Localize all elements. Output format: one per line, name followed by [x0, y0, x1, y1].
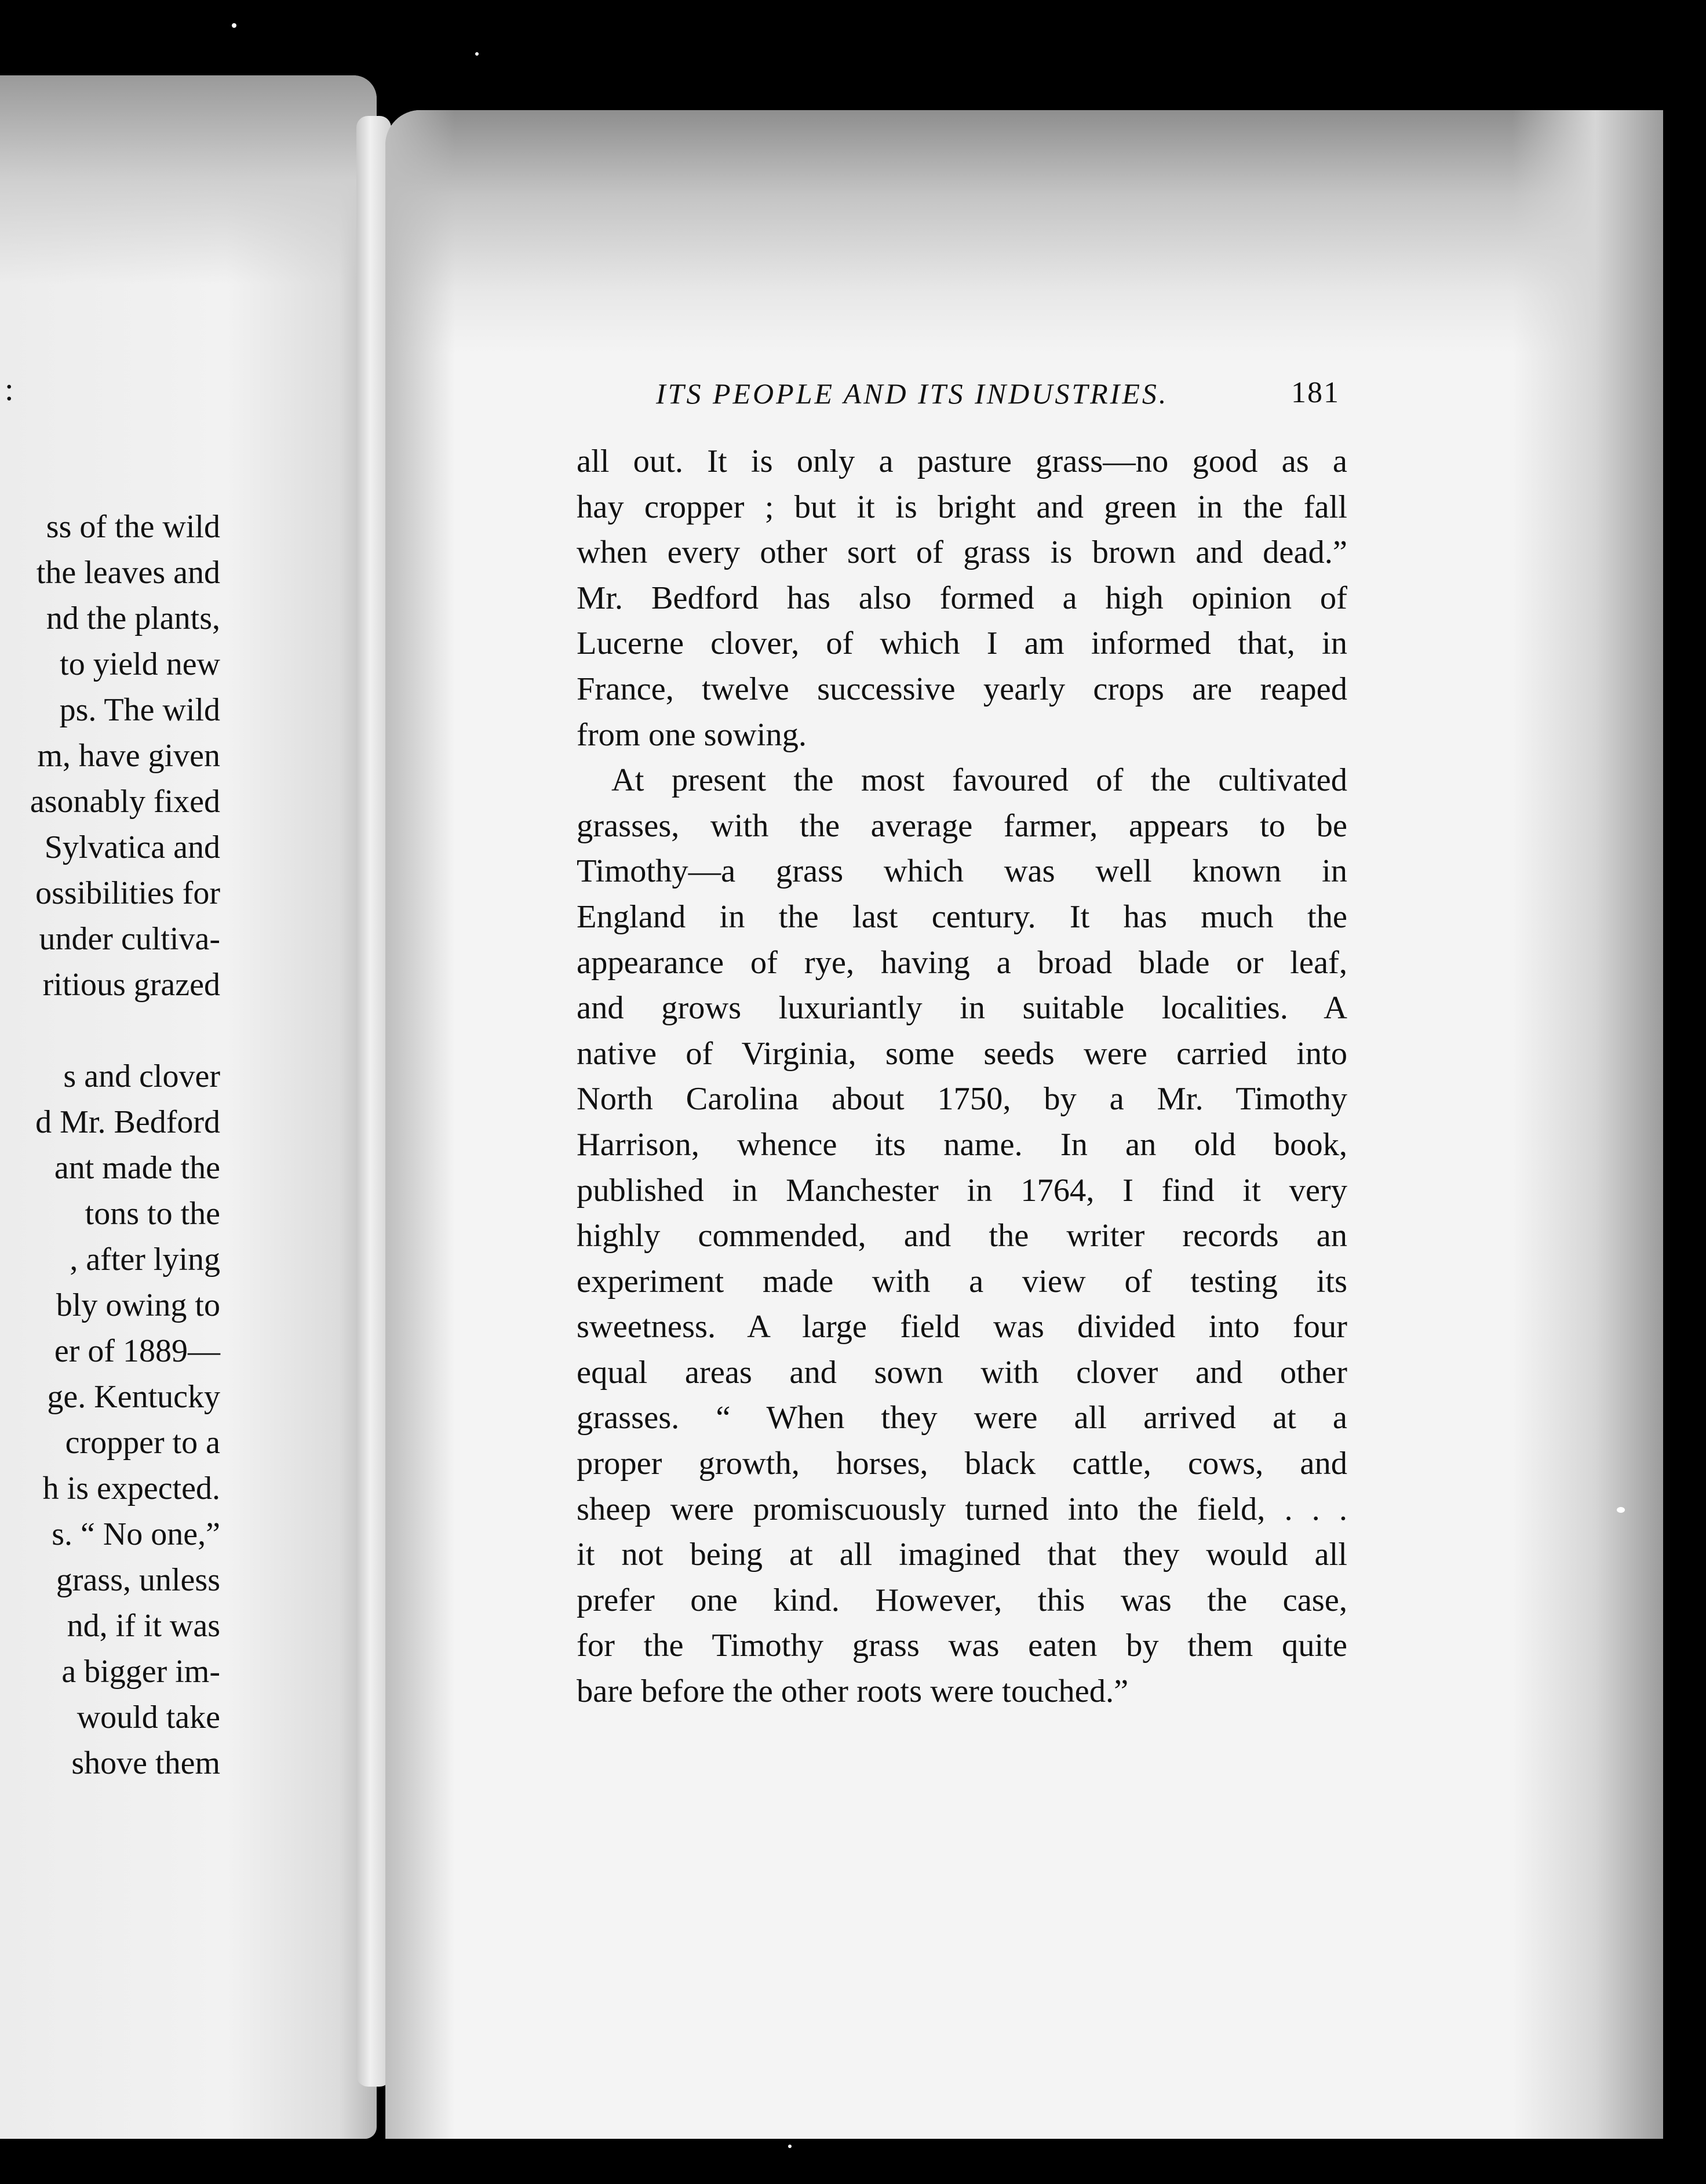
left-page-line: shove them [71, 1745, 220, 1781]
text-line: and grows luxuriantly in suitable localities. A [577, 990, 1347, 1027]
text-line: equal areas and sown with clover and other [577, 1354, 1347, 1391]
left-page-line: asonably fixed [30, 784, 220, 820]
text-line: all out. It is only a pasture grass—no good as a [577, 443, 1347, 479]
left-page-line: grass, unless [56, 1562, 220, 1598]
text-line: from one sowing. [577, 716, 807, 753]
left-page-line: nd, if it was [67, 1608, 220, 1644]
right-page-left-shadow [385, 110, 455, 2139]
text-line: Timothy—a grass which was well known in [577, 853, 1347, 890]
left-running-fragment: : [5, 372, 14, 407]
left-page-line [0, 1008, 220, 1054]
text-line: grasses. “ When they were all arrived at a [577, 1400, 1347, 1436]
speck [475, 52, 479, 56]
left-page-line: ss of the wild [46, 509, 220, 545]
left-page-text [0, 504, 220, 1786]
speck [232, 23, 236, 28]
text-line: Harrison, whence its name. In an old book, [577, 1126, 1347, 1163]
text-line: when every other sort of grass is brown and dead.” [577, 534, 1347, 571]
page-number: 181 [1291, 376, 1340, 409]
text-line: sweetness. A large field was divided into four [577, 1309, 1347, 1345]
text-line: proper growth, horses, black cattle, cows, and [577, 1446, 1347, 1482]
left-page-line: under cultiva- [39, 921, 220, 957]
left-page-line: s. “ No one,” [52, 1516, 220, 1552]
text-line: for the Timothy grass was eaten by them quite [577, 1628, 1347, 1664]
left-page-line: , after lying [70, 1242, 220, 1277]
text-line: North Carolina about 1750, by a Mr. Timothy [577, 1081, 1347, 1118]
left-page-line: ant made the [54, 1150, 220, 1186]
text-line: appearance of rye, having a broad blade or leaf, [577, 944, 1347, 981]
text-line: England in the last century. It has much the [577, 898, 1347, 935]
text-line: hay cropper ; but it is bright and green in the fall [577, 489, 1347, 525]
left-page-top-shadow [0, 75, 377, 284]
text-line: native of Virginia, some seeds were carried into [577, 1035, 1347, 1072]
text-line: bare before the other roots were touched.” [577, 1673, 1129, 1710]
left-page-line: ritious grazed [42, 967, 220, 1003]
left-page-line: d Mr. Bedford [35, 1104, 220, 1140]
paragraph [577, 758, 1347, 1714]
left-page-line: Sylvatica and [44, 829, 220, 865]
left-page-line: ge. Kentucky [47, 1379, 220, 1415]
left-page-line: m, have given [37, 738, 220, 774]
left-page-line: bly owing to [56, 1287, 220, 1323]
text-line: published in Manchester in 1764, I find it very [577, 1172, 1347, 1209]
right-page-top-shadow [385, 110, 1663, 354]
text-line: At present the most favoured of the cultivated [611, 762, 1347, 799]
text-line: Mr. Bedford has also formed a high opinion of [577, 580, 1347, 616]
left-page-line: tons to the [85, 1196, 220, 1232]
running-head [656, 377, 1340, 417]
text-line: prefer one kind. However, this was the case, [577, 1582, 1347, 1618]
left-page-line: cropper to a [65, 1425, 220, 1461]
text-line: sheep were promiscuously turned into the field, . . . [577, 1491, 1347, 1527]
left-page-line: to yield new [60, 646, 220, 682]
body-text [577, 439, 1347, 1715]
text-line: it not being at all imagined that they would all [577, 1537, 1347, 1573]
left-page-line: ossibilities for [35, 875, 220, 911]
paragraph [577, 439, 1347, 758]
running-title: ITS PEOPLE AND ITS INDUSTRIES. [656, 377, 1169, 410]
left-page [0, 75, 377, 2139]
right-page-edge-shadow [1512, 110, 1663, 2139]
left-page-line: ps. The wild [59, 692, 220, 728]
left-page-line: h is expected. [42, 1470, 220, 1506]
left-page-line: nd the plants, [46, 600, 220, 636]
text-line: France, twelve successive yearly crops are reaped [577, 671, 1347, 707]
text-line: experiment made with a view of testing its [577, 1263, 1347, 1300]
left-page-line: would take [76, 1699, 220, 1735]
text-line: Lucerne clover, of which I am informed that, in [577, 625, 1347, 662]
speck [1617, 1507, 1625, 1513]
speck [788, 2145, 792, 2148]
left-page-line: the leaves and [36, 555, 220, 591]
left-page-line: s and clover [63, 1058, 220, 1094]
text-line: highly commended, and the writer records an [577, 1218, 1347, 1254]
text-line: grasses, with the average farmer, appears to be [577, 807, 1347, 844]
left-page-line: a bigger im- [61, 1654, 220, 1690]
left-page-line: er of 1889— [54, 1333, 220, 1369]
